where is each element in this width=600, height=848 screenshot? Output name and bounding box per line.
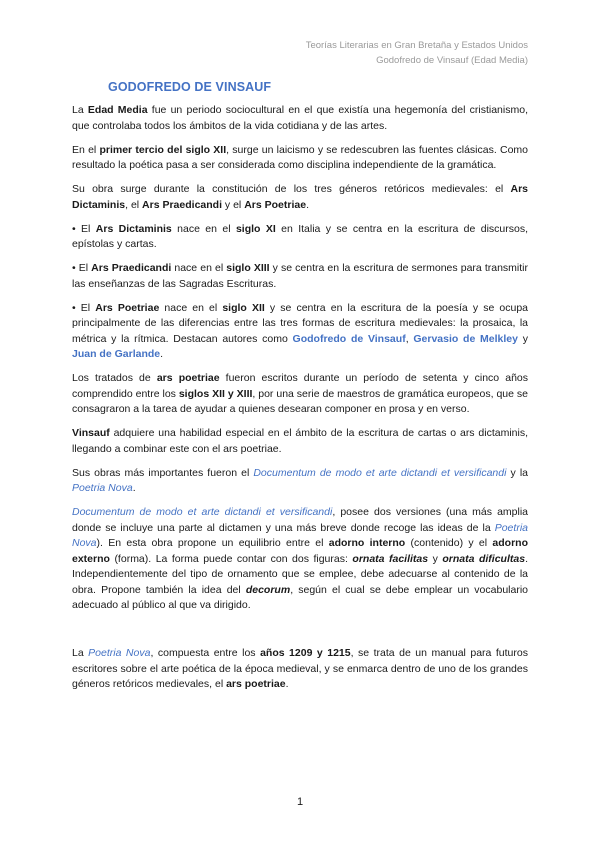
link-godofredo-de-vinsauf[interactable]: Godofredo de Vinsauf xyxy=(292,332,406,345)
list-item-ars-praedicandi: • El Ars Praedicandi nace en el siglo XIII y se centra en la escritura de sermones para transmitir las enseñanzas de las Sagradas Escrituras. xyxy=(72,262,528,290)
list-item-ars-poetriae: • El Ars Poetriae nace en el siglo XII y se centra en la escritura de la poesía y se ocupa principalmente de las diferencias entre las tres formas de escritura medievales: la prosaica, la métrica y la rítmica. Destacan autores como Godofredo de Vinsauf, Gervasio de Melkley y Juan de Garlande. xyxy=(72,301,529,360)
header-chapter-title: Godofredo de Vinsauf (Edad Media) xyxy=(376,55,528,66)
link-juan-de-garlande[interactable]: Juan de Garlande xyxy=(72,348,161,360)
paragraph-vinsauf: Vinsauf adquiere una habilidad especial en el ámbito de la escritura de cartas o ars dictaminis, llegando a combinar este con el ars poetriae. xyxy=(72,427,528,455)
paragraph-obras: Sus obras más importantes fueron el Documentum de modo et arte dictandi et versificandi y la Poetria Nova. xyxy=(72,466,528,494)
title-poetria-nova: Poetria Nova xyxy=(72,482,133,494)
paragraph-siglo-xii: En el primer tercio del siglo XII, surge un laicismo y se redescubren las fuentes clásicas. Como resultado la poética pasa a ser considerada como disciplina independiente de la gramática. xyxy=(72,143,528,171)
page-title: GODOFREDO DE VINSAUF xyxy=(108,80,272,94)
list-item-ars-dictaminis: • El Ars Dictaminis nace en el siglo XI en Italia y se centra en la escritura de discursos, epístolas y cartas. xyxy=(72,222,528,250)
link-gervasio-de-melkley[interactable]: Gervasio de Melkley xyxy=(413,332,518,345)
paragraph-tratados: Los tratados de ars poetriae fueron escritos durante un período de setenta y cinco años comprendido entre los siglos XII y XIII, por una serie de maestros de gramática europeos, que se consagraron a la tarea de ayudar a quienes desearan componer en prosa y en verso. xyxy=(72,372,529,415)
paragraph-generos-retoricos: Su obra surge durante la constitución de los tres géneros retóricos medievales: el Ars Dictaminis, el Ars Praedicandi y el Ars Poetriae. xyxy=(72,183,528,211)
spacer xyxy=(72,622,528,646)
page-header xyxy=(306,38,528,68)
paragraph-documentum: Documentum de modo et arte dictandi et versificandi, posee dos versiones (una más amplia donde se incluye una parte al dictamen y una más breve donde recoge las ideas de la Poetria Nova). En esta obra propone un equilibrio entre el adorno interno (contenido) y el adorno externo (forma). La forma puede contar con dos figuras: ornata facilitas y ornata dificultas. Independientemente del tipo de ornamento que se emplee, debe adecuarse al contenido de la obra. Propone también la idea del decorum, según el cual se debe emplear un vocabulario adecuado al público al que va dirigido. xyxy=(72,506,529,611)
paragraph-poetria-nova: La Poetria Nova, compuesta entre los años 1209 y 1215, se trata de un manual para futuros escritores sobre el arte poética de la época medieval, y se enmarca dentro de uno de los grandes géneros retóricos medievales, el ars poetriae. xyxy=(72,647,528,690)
header-course-title: Teorías Literarias en Gran Bretaña y Estados Unidos xyxy=(305,40,528,51)
page-number: 1 xyxy=(296,796,304,808)
title-documentum: Documentum de modo et arte dictandi et versificandi xyxy=(253,466,507,479)
document-body xyxy=(72,103,528,701)
paragraph-edad-media: La Edad Media fue un periodo sociocultural en el que existía una hegemonía del cristianismo, que controlaba todos los ámbitos de la vida cotidiana y de las artes. xyxy=(72,104,528,132)
